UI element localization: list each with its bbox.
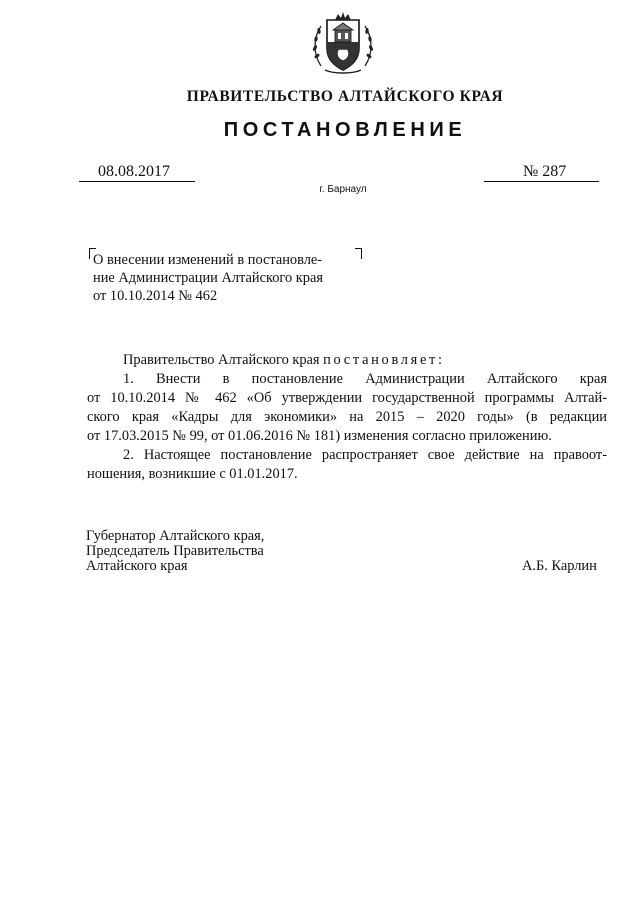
signatory-position xyxy=(86,529,264,574)
subject-line: ние Администрации Алтайского края xyxy=(93,270,323,286)
number-underline xyxy=(484,181,599,182)
coat-of-arms-icon xyxy=(307,8,379,80)
city-name: г. Барнаул xyxy=(319,184,367,195)
document-subject xyxy=(93,251,363,305)
item2-line: ношения, возникшие с 01.01.2017. xyxy=(87,466,298,482)
preamble-verb: постановляет: xyxy=(323,352,445,368)
position-line: Губернатор Алтайского края, xyxy=(86,528,265,544)
position-line: Алтайского края xyxy=(86,558,188,574)
preamble-lead: Правительство Алтайского края xyxy=(123,352,324,368)
document-body xyxy=(87,351,607,484)
position-line: Председатель Правительства xyxy=(86,543,264,559)
date-underline xyxy=(79,181,195,182)
preamble xyxy=(87,351,607,370)
government-name: ПРАВИТЕЛЬСТВО АЛТАЙСКОГО КРАЯ xyxy=(186,88,504,105)
subject-line: от 10.10.2014 № 462 xyxy=(93,288,218,304)
item1-line: от 17.03.2015 № 99, от 01.06.2016 № 181) изменения согласно приложению. xyxy=(87,428,552,444)
subject-line: О внесении изменений в постановле- xyxy=(93,252,323,268)
signatory-name: А.Б. Карлин xyxy=(522,558,597,574)
item1-line: ского края «Кадры для экономики» на 2015 – 2020 годы» (в редакции xyxy=(87,409,607,425)
document-number: № 287 xyxy=(523,163,567,180)
item1-line: 1. Внести в постановление Администрации Алтайского края xyxy=(123,371,607,387)
document-date: 08.08.2017 xyxy=(98,163,170,180)
item1-line: от 10.10.2014 № 462 «Об утверждении государственной программы Алтай- xyxy=(87,390,607,406)
item2-line: 2. Настоящее постановление распространяет свое действие на правоот- xyxy=(123,447,607,463)
document-type: ПОСТАНОВЛЕНИЕ xyxy=(223,119,467,141)
